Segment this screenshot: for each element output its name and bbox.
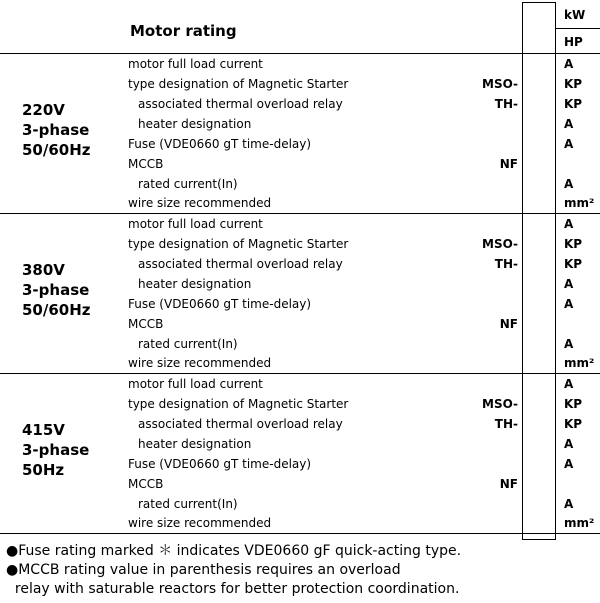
row-unit: A xyxy=(564,457,574,471)
section-frequency: 50Hz xyxy=(22,461,65,479)
table-row xyxy=(128,154,528,174)
section-phase: 3-phase xyxy=(22,121,90,139)
table-row xyxy=(128,193,528,213)
row-label: rated current(In) xyxy=(138,177,238,191)
section-phase: 3-phase xyxy=(22,441,90,459)
row-label: Fuse (VDE0660 gT time-delay) xyxy=(128,297,312,311)
row-unit: A xyxy=(564,437,574,451)
row-unit: A xyxy=(564,57,574,71)
row-prefix: TH- xyxy=(494,257,518,271)
section-frequency: 50/60Hz xyxy=(22,141,91,159)
table-row xyxy=(128,274,528,294)
row-unit: mm² xyxy=(564,356,595,370)
table-row xyxy=(128,94,528,114)
row-unit: KP xyxy=(564,417,583,431)
section-phase: 3-phase xyxy=(22,281,90,299)
row-label: wire size recommended xyxy=(128,356,272,370)
section-voltage: 220V xyxy=(22,101,65,119)
row-unit: A xyxy=(564,497,574,511)
table-row xyxy=(128,374,528,394)
row-prefix: MSO- xyxy=(482,397,518,411)
table-row xyxy=(128,314,528,334)
row-label: associated thermal overload relay xyxy=(138,417,343,431)
row-label: MCCB xyxy=(128,157,164,171)
table-row xyxy=(128,353,528,373)
row-unit: A xyxy=(564,337,574,351)
row-label: heater designation xyxy=(138,437,252,451)
row-unit: A xyxy=(564,117,574,131)
row-label: motor full load current xyxy=(128,217,263,231)
row-prefix: NF xyxy=(499,317,518,331)
row-label: motor full load current xyxy=(128,57,263,71)
row-unit: KP xyxy=(564,97,583,111)
row-unit: KP xyxy=(564,77,583,91)
row-label: wire size recommended xyxy=(128,196,272,210)
row-label: associated thermal overload relay xyxy=(138,257,343,271)
row-unit: A xyxy=(564,297,574,311)
row-label: MCCB xyxy=(128,317,164,331)
table-row xyxy=(128,474,528,494)
row-unit: KP xyxy=(564,397,583,411)
row-label: rated current(In) xyxy=(138,337,238,351)
unit-kw-label: kW xyxy=(564,8,586,22)
table-row xyxy=(128,394,528,414)
row-label: wire size recommended xyxy=(128,516,272,530)
row-unit: A xyxy=(564,377,574,391)
row-unit: KP xyxy=(564,257,583,271)
table-row xyxy=(128,454,528,474)
row-label: Fuse (VDE0660 gT time-delay) xyxy=(128,137,312,151)
row-label: MCCB xyxy=(128,477,164,491)
row-label: type designation of Magnetic Starter xyxy=(128,397,349,411)
footnote-mccb: ●MCCB rating value in parenthesis requires an overload xyxy=(6,562,401,578)
section-voltage: 380V xyxy=(22,261,65,279)
row-label: rated current(In) xyxy=(138,497,238,511)
table-title: Motor rating xyxy=(130,22,237,40)
row-unit: KP xyxy=(564,237,583,251)
table-row xyxy=(128,134,528,154)
table-row xyxy=(128,513,528,533)
table-row xyxy=(128,294,528,314)
row-prefix: NF xyxy=(499,477,518,491)
row-label: Fuse (VDE0660 gT time-delay) xyxy=(128,457,312,471)
table-row xyxy=(128,334,528,354)
table-row xyxy=(128,54,528,74)
row-prefix: TH- xyxy=(494,417,518,431)
footnote-fuse: ●Fuse rating marked ＊ indicates VDE0660 gF quick-acting type. xyxy=(6,543,462,559)
table-row xyxy=(128,494,528,514)
row-label: associated thermal overload relay xyxy=(138,97,343,111)
row-label: motor full load current xyxy=(128,377,263,391)
table-row xyxy=(128,434,528,454)
row-prefix: MSO- xyxy=(482,77,518,91)
table-row xyxy=(128,214,528,234)
row-label: type designation of Magnetic Starter xyxy=(128,77,349,91)
section-rule-3 xyxy=(0,533,600,534)
footnote-mccb-cont: relay with saturable reactors for better protection coordination. xyxy=(6,581,460,597)
table-row xyxy=(128,74,528,94)
row-label: heater designation xyxy=(138,117,252,131)
row-unit: mm² xyxy=(564,516,595,530)
row-prefix: MSO- xyxy=(482,237,518,251)
row-label: heater designation xyxy=(138,277,252,291)
section-frequency: 50/60Hz xyxy=(22,301,91,319)
table-row xyxy=(128,254,528,274)
row-unit: A xyxy=(564,217,574,231)
table-row xyxy=(128,234,528,254)
row-unit: mm² xyxy=(564,196,595,210)
row-unit: A xyxy=(564,177,574,191)
table-row xyxy=(128,114,528,134)
unit-hp-label: HP xyxy=(564,35,583,49)
row-prefix: TH- xyxy=(494,97,518,111)
table-row xyxy=(128,174,528,194)
row-unit: A xyxy=(564,137,574,151)
section-voltage: 415V xyxy=(22,421,65,439)
row-label: type designation of Magnetic Starter xyxy=(128,237,349,251)
table-row xyxy=(128,414,528,434)
unit-divider xyxy=(556,28,600,29)
row-prefix: NF xyxy=(499,157,518,171)
row-unit: A xyxy=(564,277,574,291)
